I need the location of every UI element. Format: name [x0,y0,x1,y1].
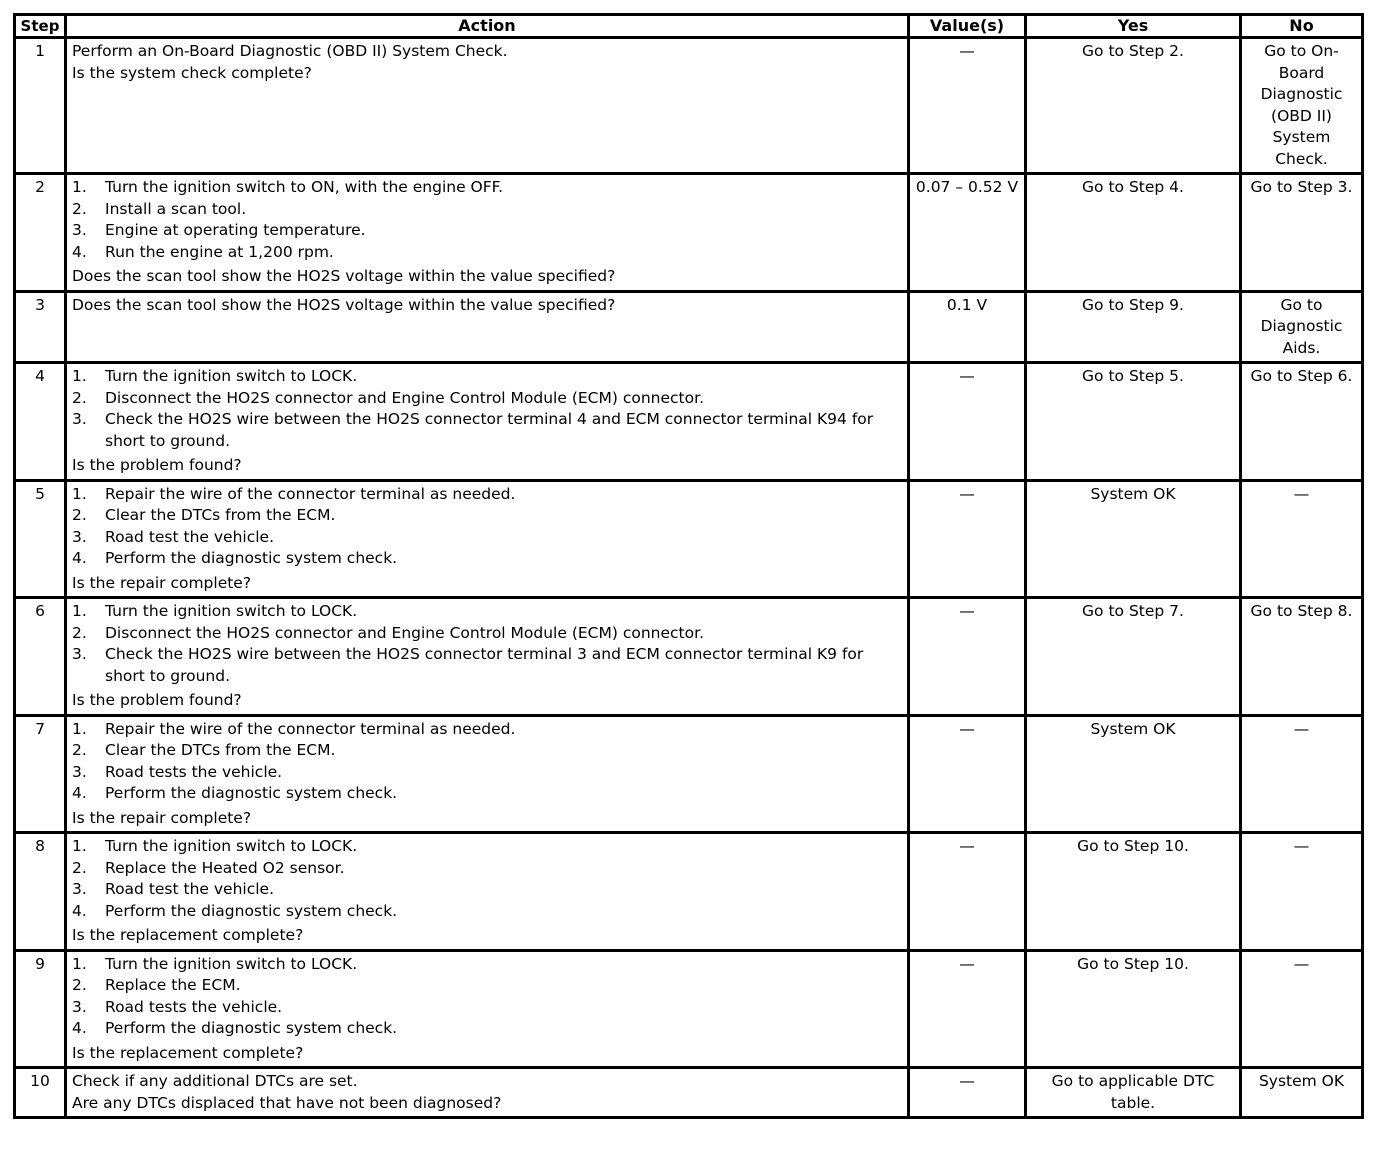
step-index: 4. [72,549,87,567]
step-number: 6 [15,598,66,716]
action-step [72,997,902,1019]
table-row [15,363,1363,481]
no-cell: Go to Step 3. [1241,174,1363,292]
action-step [72,623,902,645]
action-text: Check if any additional DTCs are set. [72,1072,358,1090]
header-values: Value(s) [909,15,1026,38]
yes-cell: Go to Step 10. [1026,950,1241,1068]
action-step [72,601,902,623]
step-text: Disconnect the HO2S connector and Engine Control Module (ECM) connector. [105,388,704,407]
action-step [72,527,902,549]
action-step [72,199,902,221]
step-text: Replace the ECM. [105,976,241,994]
table-row [15,38,1363,174]
action-cell [66,174,909,292]
step-text: Road tests the vehicle. [105,997,283,1016]
step-number: 2 [15,174,66,292]
action-step [72,783,902,805]
action-question: Is the repair complete? [72,573,252,592]
yes-cell: System OK [1026,715,1241,833]
no-cell: Go to Step 8. [1241,598,1363,716]
table-row [15,950,1363,1068]
step-text: Road tests the vehicle. [105,762,283,781]
step-text: Road test the vehicle. [105,527,275,546]
value-cell: — [909,363,1026,481]
value-cell: — [909,950,1026,1068]
step-index: 3. [72,527,87,546]
action-text: Are any DTCs displaced that have not been diagnosed? [72,1093,502,1112]
step-text: Turn the ignition switch to LOCK. [105,837,358,855]
table-row [15,1068,1363,1118]
action-step [72,484,902,506]
step-text: Turn the ignition switch to LOCK. [105,367,358,385]
step-index: 1. [72,719,87,738]
step-index: 3. [72,221,87,239]
header-yes: Yes [1026,15,1241,38]
action-step [72,220,902,242]
value-cell: — [909,480,1026,598]
step-number: 8 [15,833,66,951]
action-step [72,242,902,264]
action-cell [66,363,909,481]
table-row [15,174,1363,292]
action-step [72,719,902,741]
no-cell: — [1241,480,1363,598]
action-cell [66,291,909,363]
no-cell: — [1241,833,1363,951]
header-step: Step [15,15,66,38]
step-number: 1 [15,38,66,174]
action-text: Perform an On-Board Diagnostic (OBD II) System Check. [72,42,508,60]
table-row [15,833,1363,951]
action-cell [66,950,909,1068]
step-text: Check the HO2S wire between the HO2S connector terminal 3 and ECM connector terminal K9 for short to ground. [105,645,864,685]
value-cell: — [909,1068,1026,1118]
step-number: 4 [15,363,66,481]
step-text: Run the engine at 1,200 rpm. [105,242,334,261]
action-step [72,901,902,923]
table-row [15,480,1363,598]
step-text: Perform the diagnostic system check. [105,901,398,920]
yes-cell: Go to Step 5. [1026,363,1241,481]
step-index: 1. [72,484,87,503]
value-cell: — [909,715,1026,833]
step-text: Repair the wire of the connector terminal as needed. [105,719,516,738]
step-number: 3 [15,291,66,363]
step-text: Perform the diagnostic system check. [105,549,398,567]
step-index: 3. [72,645,87,663]
action-step [72,409,902,452]
action-cell [66,480,909,598]
no-cell: — [1241,715,1363,833]
step-index: 4. [72,242,87,261]
step-index: 2. [72,741,87,759]
yes-cell: Go to Step 7. [1026,598,1241,716]
no-cell: Go to Diagnostic Aids. [1241,291,1363,363]
step-index: 1. [72,954,87,973]
step-index: 1. [72,178,87,196]
step-index: 4. [72,1019,87,1037]
step-index: 3. [72,880,87,898]
step-number: 9 [15,950,66,1068]
step-text: Perform the diagnostic system check. [105,784,398,802]
yes-cell: Go to Step 9. [1026,291,1241,363]
yes-cell: System OK [1026,480,1241,598]
step-text: Turn the ignition switch to LOCK. [105,602,358,620]
action-step [72,836,902,858]
action-question: Is the replacement complete? [72,926,304,944]
yes-cell: Go to Step 10. [1026,833,1241,951]
no-cell: — [1241,950,1363,1068]
action-step [72,366,902,388]
no-cell: Go to Step 6. [1241,363,1363,481]
step-text: Disconnect the HO2S connector and Engine Control Module (ECM) connector. [105,623,704,642]
step-number: 10 [15,1068,66,1118]
step-index: 2. [72,623,87,642]
step-index: 2. [72,388,87,407]
action-text: Is the system check complete? [72,63,312,82]
yes-cell: Go to Step 4. [1026,174,1241,292]
value-cell: — [909,38,1026,174]
action-step [72,879,902,901]
step-text: Turn the ignition switch to LOCK. [105,954,358,973]
step-index: 2. [72,199,87,218]
table-row [15,715,1363,833]
step-number: 7 [15,715,66,833]
step-text: Replace the Heated O2 sensor. [105,858,345,877]
action-cell [66,598,909,716]
action-step [72,505,902,527]
action-step [72,858,902,880]
action-question: Is the problem found? [72,691,242,709]
action-question: Does the scan tool show the HO2S voltage within the value specified? [72,267,616,285]
action-cell [66,715,909,833]
step-number: 5 [15,480,66,598]
step-text: Turn the ignition switch to ON, with the engine OFF. [105,178,504,196]
yes-cell: Go to applicable DTC table. [1026,1068,1241,1118]
step-index: 2. [72,506,87,524]
action-question: Is the replacement complete? [72,1043,304,1062]
value-cell: 0.1 V [909,291,1026,363]
action-step [72,762,902,784]
action-question: Is the problem found? [72,456,242,474]
action-step [72,388,902,410]
step-index: 4. [72,901,87,920]
action-question: Is the repair complete? [72,808,252,827]
action-text: Does the scan tool show the HO2S voltage within the value specified? [72,295,616,314]
step-text: Engine at operating temperature. [105,221,366,239]
step-text: Check the HO2S wire between the HO2S connector terminal 4 and ECM connector terminal K94 for short to ground. [105,410,874,450]
action-step [72,740,902,762]
step-index: 2. [72,976,87,994]
step-index: 3. [72,762,87,781]
header-row [15,15,1363,38]
step-index: 4. [72,784,87,802]
diagnostic-table [13,13,1364,1119]
action-step [72,177,902,199]
step-index: 1. [72,837,87,855]
no-cell: System OK [1241,1068,1363,1118]
step-index: 3. [72,997,87,1016]
value-cell: 0.07 – 0.52 V [909,174,1026,292]
action-step [72,954,902,976]
step-index: 3. [72,410,87,428]
action-cell [66,38,909,174]
step-text: Road test the vehicle. [105,880,275,898]
step-text: Install a scan tool. [105,199,247,218]
action-step [72,1018,902,1040]
step-index: 2. [72,858,87,877]
action-step [72,975,902,997]
action-step [72,644,902,687]
header-action: Action [66,15,909,38]
step-text: Repair the wire of the connector terminal as needed. [105,484,516,503]
action-cell [66,1068,909,1118]
step-text: Clear the DTCs from the ECM. [105,741,336,759]
table-row [15,291,1363,363]
step-text: Perform the diagnostic system check. [105,1019,398,1037]
header-no: No [1241,15,1363,38]
no-cell: Go to On-Board Diagnostic (OBD II) System Check. [1241,38,1363,174]
table-row [15,598,1363,716]
action-cell [66,833,909,951]
value-cell: — [909,833,1026,951]
value-cell: — [909,598,1026,716]
step-index: 1. [72,367,87,385]
action-step [72,548,902,570]
step-index: 1. [72,602,87,620]
yes-cell: Go to Step 2. [1026,38,1241,174]
step-text: Clear the DTCs from the ECM. [105,506,336,524]
